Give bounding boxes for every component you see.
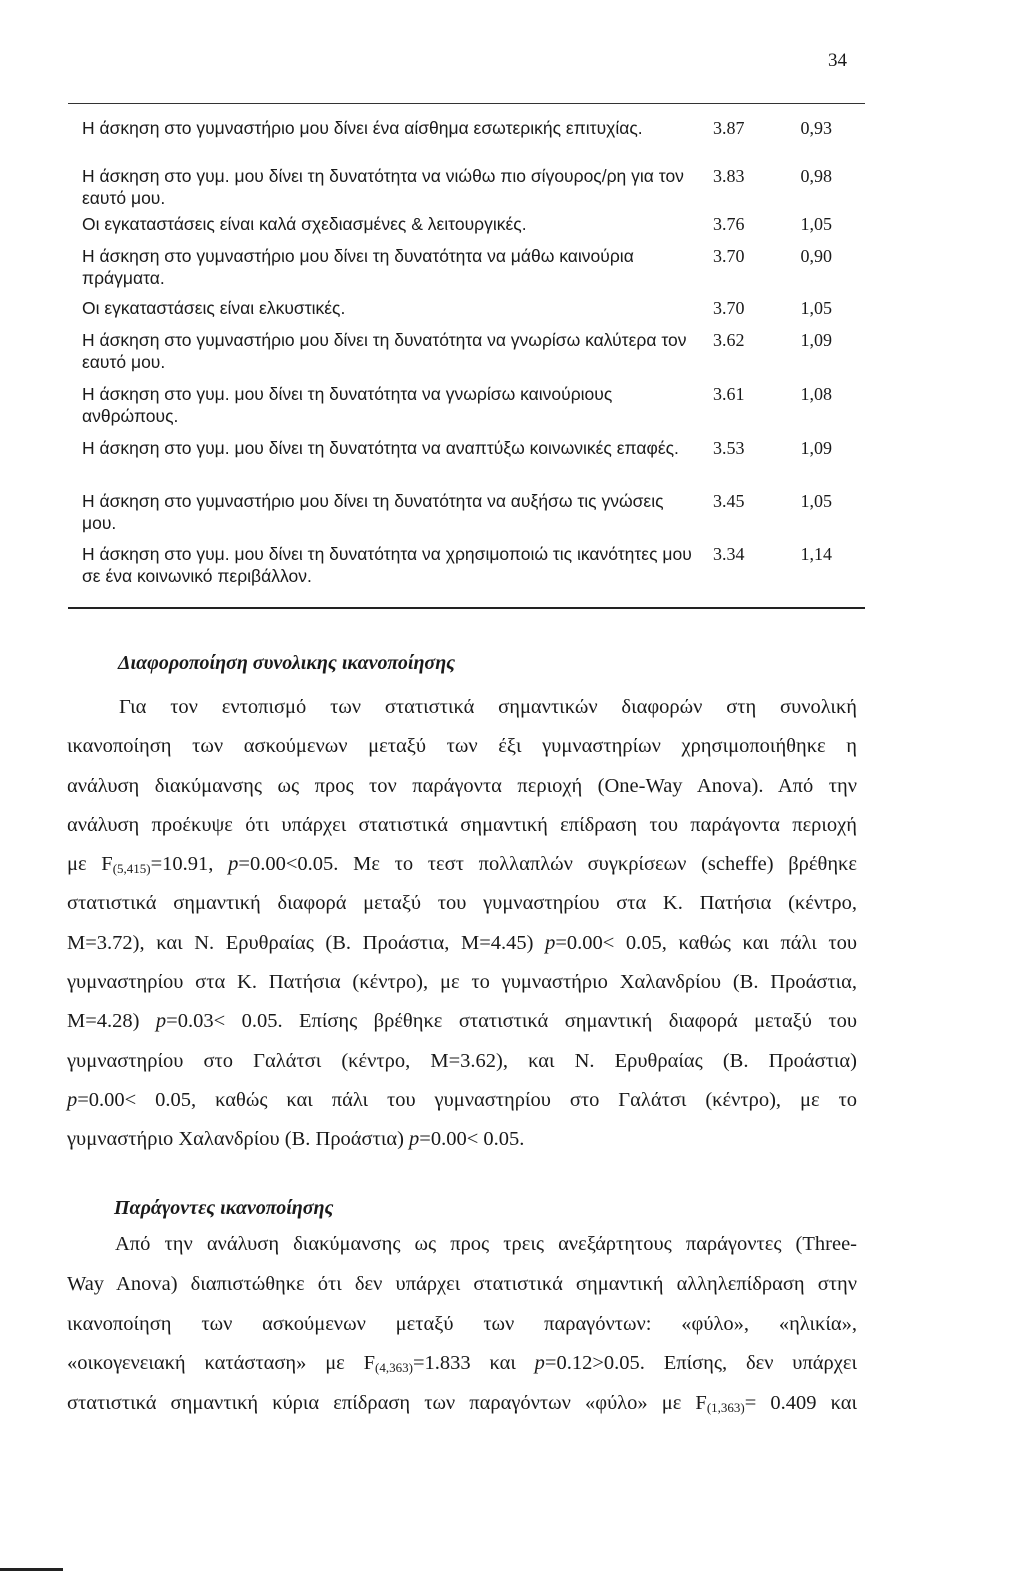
- item-text: Η άσκηση στο γυμναστήριο μου δίνει ένα αίσθημα εσωτερικής επιτυχίας.: [82, 118, 643, 138]
- item-text: Η άσκηση στο γυμ. μου δίνει τη δυνατότητα να αναπτύξω κοινωνικές επαφές.: [82, 438, 679, 458]
- paragraph-line: «οικογενειακή κατάσταση» με $F_{(4,363)}=1.833$ και p=0.12>0.05. Επίσης, δεν υπάρχει: [67, 1352, 857, 1376]
- item-text: Η άσκηση στο γυμναστήριο μου δίνει τη δυνατότητα να αυξήσω τις γνώσεις μου.: [82, 491, 664, 533]
- paragraph-line: Way Anova) διαπιστώθηκε ότι δεν υπάρχει στατιστικά σημαντική αλληλεπίδραση στην: [67, 1272, 857, 1295]
- paragraph-line: στατιστικά σημαντική κύρια επίδραση των παραγόντων «φύλο» με $F_{(1,363)}= 0.409$ και: [67, 1392, 857, 1416]
- table-row: [68, 213, 865, 245]
- paragraph-line: στατιστικά σημαντική διαφορά μεταξύ του γυμναστηρίου στα Κ. Πατήσια (κέντρο,: [67, 892, 857, 915]
- paragraph-line: Μ=3.72), και Ν. Ερυθραίας (Β. Προάστια, Μ=4.45) p=0.00< 0.05, καθώς και πάλι του: [67, 931, 857, 954]
- item-sd: 1,05: [800, 214, 832, 234]
- paragraph-line: γυμναστηρίου στα Κ. Πατήσια (κέντρο), με το γυμναστήριο Χαλανδρίου (Β. Προάστια,: [67, 971, 857, 994]
- item-text: Η άσκηση στο γυμ. μου δίνει τη δυνατότητα να χρησιμοποιώ τις ικανότητες μου σε ένα κοινωνικό περιβάλλον.: [82, 544, 692, 586]
- item-mean: 3.76: [713, 214, 745, 234]
- item-sd: 1,09: [800, 438, 832, 458]
- table-row: [68, 437, 865, 490]
- item-mean: 3.53: [713, 438, 745, 458]
- item-sd: 1,05: [800, 491, 832, 511]
- paragraph-line: p=0.00< 0.05, καθώς και πάλι του γυμναστηρίου στο Γαλάτσι (κέντρο), με το: [67, 1088, 857, 1111]
- item-sd: 0,90: [800, 246, 832, 266]
- paragraph-line: ανάλυση προέκυψε ότι υπάρχει στατιστικά σημαντική επίδραση του παράγοντα περιοχή: [67, 813, 857, 836]
- paragraph-line: με $F_{(5,415)}=10.91$, p=0.00<0.05. Με το τεστ πολλαπλών συγκρίσεων (scheffe) βρέθηκε: [67, 853, 857, 877]
- section-heading: Παράγοντες ικανοποίησης: [114, 1197, 334, 1219]
- table-row: [68, 543, 865, 588]
- paragraph-line: ανάλυση διακύμανσης ως προς τον παράγοντα περιοχή (One-Way Anova). Από την: [67, 774, 857, 797]
- item-mean: 3.62: [713, 330, 745, 350]
- item-text: Οι εγκαταστάσεις είναι καλά σχεδιασμένες & λειτουργικές.: [82, 214, 527, 234]
- table-top-rule: [68, 103, 865, 104]
- table-row: [68, 383, 865, 437]
- paragraph-line: Για τον εντοπισμό των στατιστικά σημαντικών διαφορών στη συνολική: [119, 696, 857, 718]
- section-heading: Διαφοροποίηση συνολικης ικανοποίησης: [118, 652, 456, 674]
- item-sd: 0,98: [800, 166, 832, 186]
- paragraph-line: Μ=4.28) p=0.03< 0.05. Επίσης βρέθηκε στατιστικά σημαντική διαφορά μεταξύ του: [67, 1010, 857, 1033]
- item-mean: 3.45: [713, 491, 745, 511]
- paragraph-line: Από την ανάλυση διακύμανσης ως προς τρεις ανεξάρτητους παράγοντες (Three-: [115, 1233, 857, 1255]
- table-row: [68, 329, 865, 383]
- section-paragraph: [67, 1225, 857, 1424]
- items-table: [68, 117, 865, 588]
- item-text: Η άσκηση στο γυμναστήριο μου δίνει τη δυνατότητα να γνωρίσω καλύτερα τον εαυτό μου.: [82, 330, 687, 372]
- item-sd: 1,09: [800, 330, 832, 350]
- page-number: 34: [828, 50, 847, 71]
- paragraph-line: ικανοποίηση των ασκούμενων μεταξύ των παραγόντων: «φύλο», «ηλικία»,: [67, 1312, 857, 1335]
- paragraph-line: γυμναστήριο Χαλανδρίου (Β. Προάστια) p=0.00< 0.05.: [67, 1128, 525, 1151]
- item-mean: 3.70: [713, 246, 745, 266]
- table-row: [68, 490, 865, 543]
- item-mean: 3.87: [713, 118, 745, 138]
- item-mean: 3.61: [713, 384, 745, 404]
- item-mean: 3.34: [713, 544, 745, 564]
- paragraph-line: ικανοποίηση των ασκούμενων μεταξύ των έξι γυμναστηρίων χρησιμοποιήθηκε η: [67, 735, 857, 758]
- item-text: Η άσκηση στο γυμναστήριο μου δίνει τη δυνατότητα να μάθω καινούρια πράγματα.: [82, 246, 634, 288]
- item-text: Οι εγκαταστάσεις είναι ελκυστικές.: [82, 298, 346, 318]
- item-text: Η άσκηση στο γυμ. μου δίνει τη δυνατότητα να γνωρίσω καινούριους ανθρώπους.: [82, 384, 613, 426]
- item-mean: 3.83: [713, 166, 745, 186]
- table-row: [68, 245, 865, 297]
- item-mean: 3.70: [713, 298, 745, 318]
- item-sd: 1,05: [800, 298, 832, 318]
- item-text: Η άσκηση στο γυμ. μου δίνει τη δυνατότητα να νιώθω πιο σίγουρος/ρη για τον εαυτό μου.: [82, 166, 684, 208]
- table-row: [68, 165, 865, 213]
- table-row: [68, 297, 865, 329]
- item-sd: 0,93: [800, 118, 832, 138]
- paragraph-line: γυμναστηρίου στο Γαλάτσι (κέντρο, Μ=3.62), και Ν. Ερυθραίας (Β. Προάστια): [67, 1049, 857, 1072]
- item-sd: 1,14: [800, 544, 832, 564]
- table-row: [68, 117, 865, 165]
- item-sd: 1,08: [800, 384, 832, 404]
- section-paragraph: [67, 688, 857, 1160]
- scan-edge-mark: [0, 1568, 63, 1571]
- table-bottom-rule: [68, 607, 865, 609]
